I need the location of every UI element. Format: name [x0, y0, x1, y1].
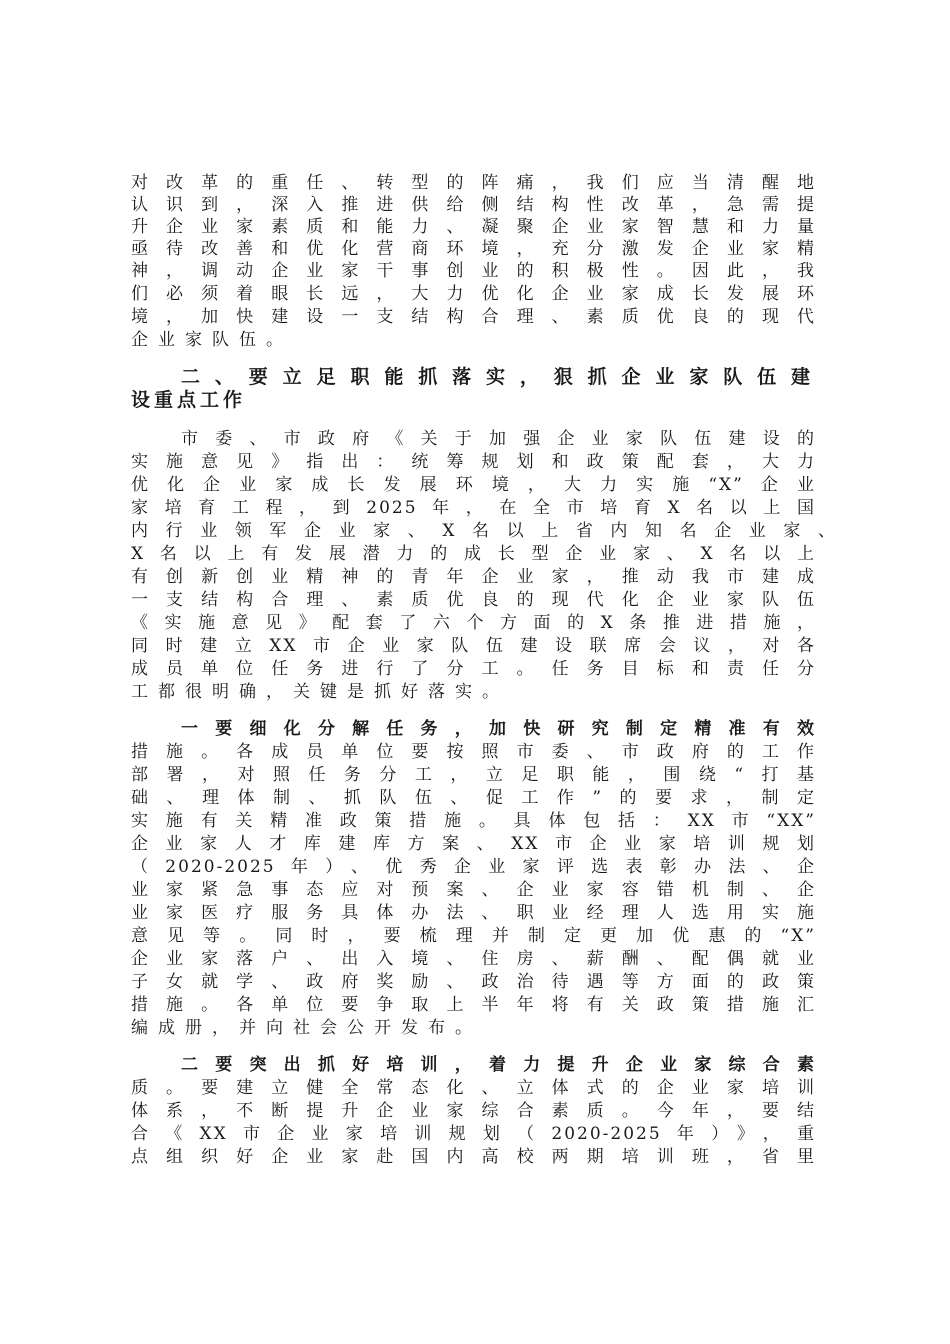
paragraph-line: 企业家队伍。 — [131, 330, 293, 350]
paragraph-line: 措施。各单位要争取上半年将有关政策措施汇 — [131, 995, 816, 1015]
paragraph-line: 业家紧急事态应对预案、企业家容错机制、企 — [131, 880, 816, 900]
paragraph-line: X名以上有发展潜力的成长型企业家、X名以上 — [131, 544, 816, 564]
paragraph-line: 神，调动企业家干事创业的积极性。因此，我 — [131, 261, 816, 281]
paragraph-line: 点组织好企业家赴国内高校两期培训班，省里 — [131, 1147, 816, 1167]
paragraph-line: 家培育工程，到2025年，在全市培育X名以上国 — [131, 498, 816, 518]
paragraph-line: 二要突出抓好培训，着力提升企业家综合素 — [181, 1055, 816, 1075]
paragraph-line: 意见等。同时，要梳理并制定更加优惠的“X” — [131, 926, 816, 946]
paragraph-line: 础、理体制、抓队伍、促工作”的要求，制定 — [131, 788, 816, 808]
paragraph-line: 同时建立XX市企业家队伍建设联席会议，对各 — [131, 636, 816, 656]
paragraph-line: 工都很明确，关键是抓好落实。 — [131, 682, 509, 702]
paragraph-line: 合《XX市企业家培训规划（2020-2025年）》，重 — [131, 1124, 816, 1144]
paragraph-line: 升企业家素质和能力、凝聚企业家智慧和力量 — [131, 217, 816, 237]
paragraph-line: 内行业领军企业家、X名以上省内知名企业家、 — [131, 521, 837, 541]
paragraph-line: 实施意见》指出：统筹规划和政策配套，大力 — [131, 452, 816, 472]
paragraph-line: 优化企业家成长发展环境，大力实施“X”企业 — [131, 475, 816, 495]
paragraph-line: 编成册，并向社会公开发布。 — [131, 1018, 482, 1038]
paragraph-line: 业家医疗服务具体办法、职业经理人选用实施 — [131, 903, 816, 923]
paragraph-line: 亟待改善和优化营商环境，充分激发企业家精 — [131, 239, 816, 259]
paragraph-line: 企业家落户、出入境、住房、薪酬、配偶就业 — [131, 949, 816, 969]
paragraph-line: 部署，对照任务分工，立足职能，围绕“打基 — [131, 765, 816, 785]
section-heading: 二、要立足职能抓落实，狠抓企业家队伍建 — [181, 366, 816, 388]
paragraph-line: 一要细化分解任务，加快研究制定精准有效 — [181, 719, 816, 739]
paragraph-line: 质。要建立健全常态化、立体式的企业家培训 — [131, 1078, 816, 1098]
section-heading: 设重点工作 — [131, 389, 247, 411]
paragraph-line: 成员单位任务进行了分工。任务目标和责任分 — [131, 659, 816, 679]
paragraph-line: 《实施意见》配套了六个方面的X条推进措施， — [131, 613, 816, 633]
paragraph-line: 子女就学、政府奖励、政治待遇等方面的政策 — [131, 972, 816, 992]
paragraph-line: 措施。各成员单位要按照市委、市政府的工作 — [131, 742, 816, 762]
paragraph-line: 们必须着眼长远，大力优化企业家成长发展环 — [131, 284, 816, 304]
paragraph-line: 境，加快建设一支结构合理、素质优良的现代 — [131, 307, 816, 327]
paragraph-line: 一支结构合理、素质优良的现代化企业家队伍 — [131, 590, 816, 610]
paragraph-line: 对改革的重任、转型的阵痛，我们应当清醒地 — [131, 173, 816, 193]
paragraph-line: 企业家人才库建库方案、XX市企业家培训规划 — [131, 834, 816, 854]
paragraph-line: 市委、市政府《关于加强企业家队伍建设的 — [181, 429, 816, 449]
paragraph-line: （2020-2025年）、优秀企业家评选表彰办法、企 — [131, 857, 816, 877]
paragraph-line: 认识到，深入推进供给侧结构性改革，急需提 — [131, 195, 816, 215]
paragraph-line: 实施有关精准政策措施。具体包括：XX市“XX” — [131, 811, 816, 831]
paragraph-line: 有创新创业精神的青年企业家，推动我市建成 — [131, 567, 816, 587]
paragraph-line: 体系，不断提升企业家综合素质。今年，要结 — [131, 1101, 816, 1121]
